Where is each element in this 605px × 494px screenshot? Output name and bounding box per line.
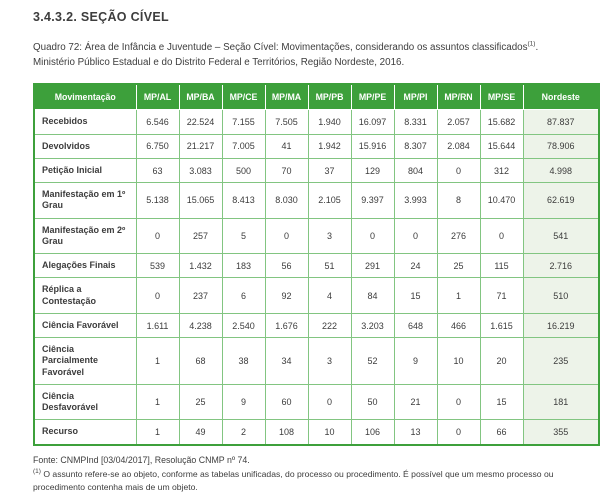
row-total-cell: 62.619 [523, 183, 599, 219]
value-cell: 2 [222, 420, 265, 445]
value-cell: 4.238 [179, 313, 222, 337]
row-label: Ciência Parcialmente Favorável [34, 338, 136, 385]
value-cell: 2.057 [437, 110, 480, 134]
table-header-row [34, 84, 599, 110]
value-cell: 0 [394, 218, 437, 254]
value-cell: 51 [308, 254, 351, 278]
row-label: Recurso [34, 420, 136, 445]
row-label: Devolvidos [34, 134, 136, 158]
value-cell: 37 [308, 158, 351, 182]
value-cell: 92 [265, 278, 308, 314]
value-cell: 0 [136, 218, 179, 254]
row-total-cell: 16.219 [523, 313, 599, 337]
value-cell: 6.546 [136, 110, 179, 134]
value-cell: 1 [136, 338, 179, 385]
row-total-cell: 4.998 [523, 158, 599, 182]
row-label: Manifestação em 1º Grau [34, 183, 136, 219]
value-cell: 10 [308, 420, 351, 445]
column-header: MP/SE [480, 84, 523, 110]
value-cell: 1 [136, 420, 179, 445]
value-cell: 8.307 [394, 134, 437, 158]
row-label: Manifestação em 2º Grau [34, 218, 136, 254]
table-row [34, 384, 599, 420]
value-cell: 3.993 [394, 183, 437, 219]
column-header: MP/MA [265, 84, 308, 110]
value-cell: 0 [480, 218, 523, 254]
value-cell: 257 [179, 218, 222, 254]
value-cell: 7.155 [222, 110, 265, 134]
value-cell: 3.203 [351, 313, 394, 337]
value-cell: 25 [437, 254, 480, 278]
value-cell: 7.505 [265, 110, 308, 134]
value-cell: 15 [480, 384, 523, 420]
value-cell: 50 [351, 384, 394, 420]
value-cell: 10 [437, 338, 480, 385]
source-note: Fonte: CNMPInd [03/04/2017], Resolução CNMP nº 74. [33, 454, 250, 465]
value-cell: 38 [222, 338, 265, 385]
table-row [34, 218, 599, 254]
value-cell: 6.750 [136, 134, 179, 158]
value-cell: 22.524 [179, 110, 222, 134]
value-cell: 276 [437, 218, 480, 254]
value-cell: 5.138 [136, 183, 179, 219]
value-cell: 648 [394, 313, 437, 337]
value-cell: 25 [179, 384, 222, 420]
value-cell: 60 [265, 384, 308, 420]
row-total-cell: 87.837 [523, 110, 599, 134]
table-caption [33, 41, 561, 70]
row-total-cell: 181 [523, 384, 599, 420]
table-row [34, 134, 599, 158]
row-total-cell: 541 [523, 218, 599, 254]
column-header: MP/BA [179, 84, 222, 110]
footnote-text: O assunto refere-se ao objeto, conforme as tabelas unificadas, do processo ou procedimento. É possível que um mesmo processo ou procedimento contenha mais de um objeto. [33, 468, 554, 492]
value-cell: 84 [351, 278, 394, 314]
value-cell: 106 [351, 420, 394, 445]
row-label: Ciência Desfavorável [34, 384, 136, 420]
value-cell: 66 [480, 420, 523, 445]
value-cell: 15.682 [480, 110, 523, 134]
value-cell: 7.005 [222, 134, 265, 158]
column-header: MP/PB [308, 84, 351, 110]
value-cell: 115 [480, 254, 523, 278]
value-cell: 6 [222, 278, 265, 314]
value-cell: 1.676 [265, 313, 308, 337]
value-cell: 15 [394, 278, 437, 314]
value-cell: 5 [222, 218, 265, 254]
column-header: Movimentação [34, 84, 136, 110]
value-cell: 20 [480, 338, 523, 385]
value-cell: 8.413 [222, 183, 265, 219]
row-total-cell: 2.716 [523, 254, 599, 278]
value-cell: 1.940 [308, 110, 351, 134]
value-cell: 49 [179, 420, 222, 445]
table-row [34, 278, 599, 314]
value-cell: 0 [437, 420, 480, 445]
row-label: Alegações Finais [34, 254, 136, 278]
movimentacoes-table [33, 83, 600, 445]
value-cell: 1.611 [136, 313, 179, 337]
column-header: MP/PI [394, 84, 437, 110]
value-cell: 63 [136, 158, 179, 182]
value-cell: 56 [265, 254, 308, 278]
value-cell: 16.097 [351, 110, 394, 134]
value-cell: 804 [394, 158, 437, 182]
row-total-cell: 510 [523, 278, 599, 314]
table-row [34, 313, 599, 337]
value-cell: 21 [394, 384, 437, 420]
value-cell: 70 [265, 158, 308, 182]
value-cell: 52 [351, 338, 394, 385]
caption-footnote-marker: (1) [527, 40, 536, 48]
value-cell: 71 [480, 278, 523, 314]
value-cell: 15.916 [351, 134, 394, 158]
value-cell: 8 [437, 183, 480, 219]
value-cell: 15.065 [179, 183, 222, 219]
column-header: MP/PE [351, 84, 394, 110]
value-cell: 539 [136, 254, 179, 278]
value-cell: 0 [136, 278, 179, 314]
value-cell: 108 [265, 420, 308, 445]
value-cell: 2.084 [437, 134, 480, 158]
value-cell: 1 [437, 278, 480, 314]
row-label: Ciência Favorável [34, 313, 136, 337]
value-cell: 129 [351, 158, 394, 182]
value-cell: 9 [394, 338, 437, 385]
table-row [34, 420, 599, 445]
value-cell: 9.397 [351, 183, 394, 219]
value-cell: 13 [394, 420, 437, 445]
row-label: Petição Inicial [34, 158, 136, 182]
value-cell: 1.942 [308, 134, 351, 158]
caption-text: Quadro 72: Área de Infância e Juventude – Seção Cível: Movimentações, considerando os assuntos classificados [33, 42, 528, 53]
column-header: MP/RN [437, 84, 480, 110]
value-cell: 1.432 [179, 254, 222, 278]
value-cell: 34 [265, 338, 308, 385]
value-cell: 24 [394, 254, 437, 278]
value-cell: 291 [351, 254, 394, 278]
value-cell: 312 [480, 158, 523, 182]
value-cell: 0 [265, 218, 308, 254]
value-cell: 1.615 [480, 313, 523, 337]
value-cell: 10.470 [480, 183, 523, 219]
value-cell: 9 [222, 384, 265, 420]
column-header: MP/CE [222, 84, 265, 110]
row-label: Recebidos [34, 110, 136, 134]
value-cell: 2.540 [222, 313, 265, 337]
value-cell: 15.644 [480, 134, 523, 158]
caption-text-suffix: . Ministério Público Estadual e do Distrito Federal e Territórios, Região Nordeste, 2016. [33, 42, 539, 68]
row-total-cell: 78.906 [523, 134, 599, 158]
footnote-marker: (1) [33, 467, 41, 475]
value-cell: 8.030 [265, 183, 308, 219]
table-row [34, 158, 599, 182]
value-cell: 0 [437, 158, 480, 182]
value-cell: 3 [308, 338, 351, 385]
row-label: Réplica a Contestação [34, 278, 136, 314]
column-header: Nordeste [523, 84, 599, 110]
table-row [34, 183, 599, 219]
value-cell: 0 [308, 384, 351, 420]
table-row [34, 110, 599, 134]
value-cell: 500 [222, 158, 265, 182]
row-total-cell: 235 [523, 338, 599, 385]
value-cell: 41 [265, 134, 308, 158]
row-total-cell: 355 [523, 420, 599, 445]
table-row [34, 254, 599, 278]
value-cell: 0 [351, 218, 394, 254]
value-cell: 21.217 [179, 134, 222, 158]
value-cell: 237 [179, 278, 222, 314]
value-cell: 4 [308, 278, 351, 314]
section-title: 3.4.3.2. SEÇÃO CÍVEL [33, 10, 169, 24]
value-cell: 183 [222, 254, 265, 278]
table-row [34, 338, 599, 385]
footnote [33, 468, 601, 494]
value-cell: 0 [437, 384, 480, 420]
value-cell: 8.331 [394, 110, 437, 134]
value-cell: 1 [136, 384, 179, 420]
value-cell: 3.083 [179, 158, 222, 182]
value-cell: 2.105 [308, 183, 351, 219]
value-cell: 3 [308, 218, 351, 254]
value-cell: 68 [179, 338, 222, 385]
column-header: MP/AL [136, 84, 179, 110]
value-cell: 222 [308, 313, 351, 337]
value-cell: 466 [437, 313, 480, 337]
